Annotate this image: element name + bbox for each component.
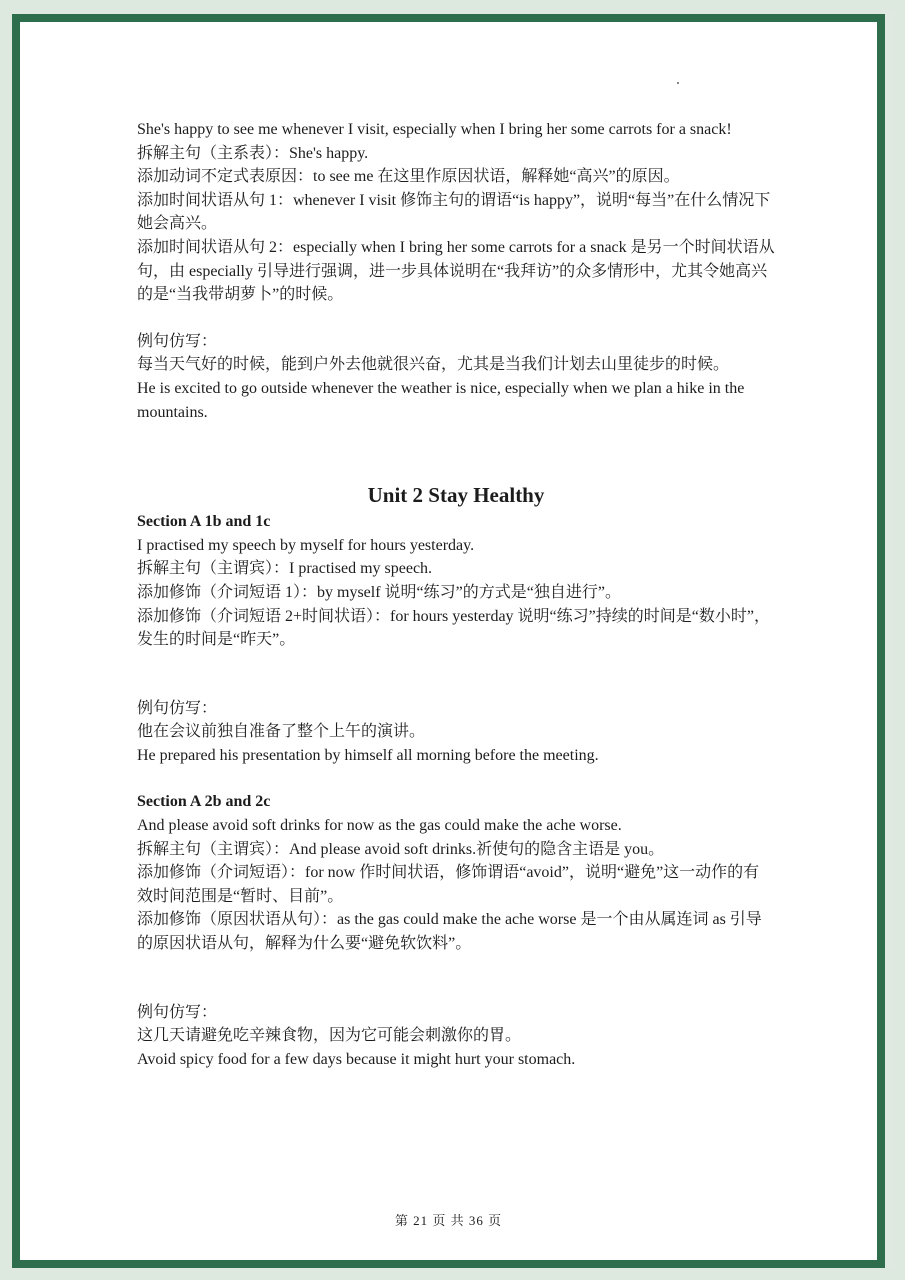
section-title: Section A 1b and 1c bbox=[137, 513, 271, 531]
document-page bbox=[12, 14, 885, 1268]
example-sentence: I practised my speech by myself for hours yesterday. bbox=[137, 536, 475, 554]
imitation-label: 例句仿写： bbox=[137, 1003, 218, 1021]
analysis-line: 添加修饰（介词短语 1）：by myself 说明“练习”的方式是“独自进行”。 bbox=[137, 583, 621, 601]
section-title: Section A 2b and 2c bbox=[137, 793, 271, 811]
imitation-label: 例句仿写： bbox=[137, 332, 218, 350]
imitation-english: Avoid spicy food for a few days because it might hurt your stomach. bbox=[137, 1050, 576, 1068]
page-number: 第 21 页 共 36 页 bbox=[394, 1213, 503, 1228]
analysis-line: 添加修饰（原因状语从句）：as the gas could make the ache worse 是一个由从属连词 as 引导的原因状语从句，解释为什么要“避免软饮料”。 bbox=[137, 911, 762, 953]
speck bbox=[677, 82, 679, 84]
imitation-label: 例句仿写： bbox=[137, 699, 218, 717]
analysis-line: 拆解主句（主系表）：She's happy. bbox=[137, 144, 369, 162]
analysis-line: 添加动词不定式表原因：to see me 在这里作原因状语，解释她“高兴”的原因。 bbox=[137, 168, 680, 186]
imitation-english: He prepared his presentation by himself all morning before the meeting. bbox=[137, 746, 599, 764]
imitation-chinese: 每当天气好的时候，能到户外去他就很兴奋，尤其是当我们计划去山里徒步的时候。 bbox=[137, 356, 730, 374]
imitation-chinese: 他在会议前独自准备了整个上午的演讲。 bbox=[137, 723, 426, 741]
analysis-line: 拆解主句（主谓宾）：I practised my speech. bbox=[137, 560, 433, 578]
example-sentence: And please avoid soft drinks for now as the gas could make the ache worse. bbox=[137, 817, 622, 835]
unit-title: Unit 2 Stay Healthy bbox=[367, 483, 545, 508]
analysis-line: 添加修饰（介词短语）：for now 作时间状语，修饰谓语“avoid”，说明“避免”这一动作的有效时间范围是“暂时、目前”。 bbox=[137, 864, 760, 905]
example-sentence: She's happy to see me whenever I visit, especially when I bring her some carrots for a snack! bbox=[137, 121, 732, 138]
analysis-line: 添加时间状语从句 1：whenever I visit 修饰主句的谓语“is happy”，说明“每当”在什么情况下她会高兴。 bbox=[137, 191, 771, 233]
analysis-line: 添加时间状语从句 2：especially when I bring her some carrots for a snack 是另一个时间状语从句，由 especially 引导进行强调，进一步具体说明在“我拜访”的众多情形中，尤其令她高兴的是“当我带胡萝卜”的时候。 bbox=[137, 238, 775, 304]
imitation-english: He is excited to go outside whenever the weather is nice, especially when we plan a hike in the mountains. bbox=[137, 379, 745, 421]
analysis-line: 添加修饰（介词短语 2+时间状语）：for hours yesterday 说明“练习”持续的时间是“数小时”，发生的时间是“昨天”。 bbox=[137, 607, 770, 649]
page-content bbox=[137, 118, 775, 1071]
imitation-chinese: 这几天请避免吃辛辣食物，因为它可能会刺激你的胃。 bbox=[137, 1027, 522, 1045]
analysis-line: 拆解主句（主谓宾）：And please avoid soft drinks.祈使句的隐含主语是 you。 bbox=[137, 840, 665, 858]
